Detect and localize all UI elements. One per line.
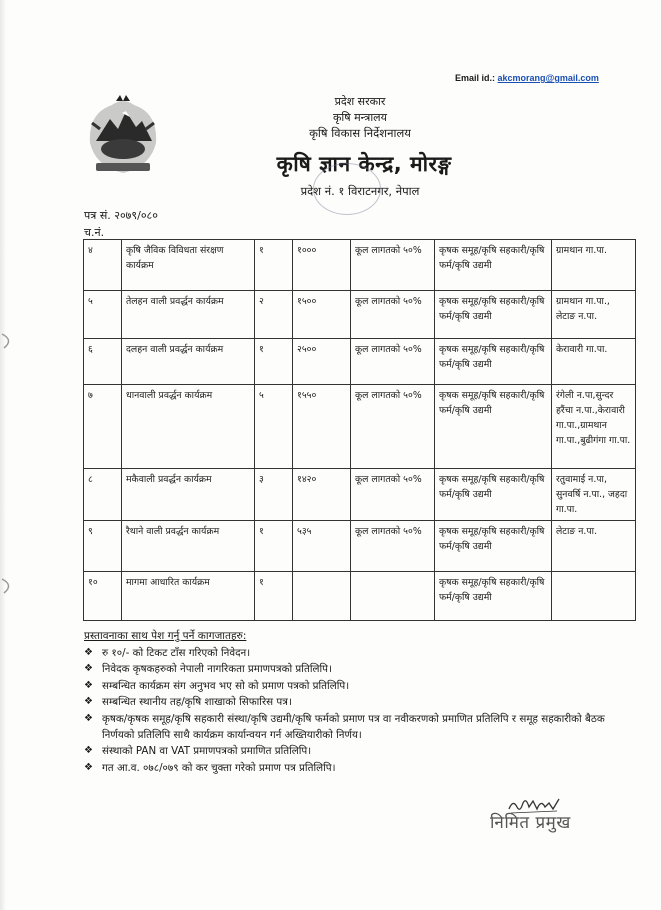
punch-hole-mark — [0, 575, 22, 597]
cell-sn: ५ — [84, 291, 122, 339]
diamond-bullet-icon: ❖ — [84, 679, 93, 691]
cell-program: कृषि जैविक विविधता संरक्षण कार्यक्रम — [122, 240, 255, 291]
cell-sn: ९ — [84, 521, 122, 572]
list-item-text: सम्बन्धित कार्यक्रम संग अनुभव भए सो को प्रमाण पत्रको प्रतिलिपि। — [102, 679, 350, 692]
list-item — [84, 743, 614, 759]
letter-number: पत्र सं. २०७९/०८० — [84, 209, 158, 222]
list-item-text: निवेदक कृषकहरुको नेपाली नागरिकता प्रमाणपत्रको प्रतिलिपि। — [102, 663, 332, 676]
list-item — [84, 645, 614, 661]
cell-eligible: कृषक समूह/कृषि सहकारी/कृषि फर्म/कृषि उद्यमी — [435, 385, 552, 469]
cell-cost-share: कूल लागतको ५०% — [351, 291, 435, 339]
diamond-bullet-icon: ❖ — [84, 712, 93, 724]
signoff-designation: निमित प्रमुख — [490, 813, 571, 833]
cell-cost-share: कूल लागतको ५०% — [351, 469, 435, 521]
cell-qty: १ — [255, 521, 293, 572]
cell-eligible: कृषक समूह/कृषि सहकारी/कृषि फर्म/कृषि उद्यमी — [435, 572, 552, 621]
scan-edge — [0, 0, 6, 910]
cell-sn: ४ — [84, 240, 122, 291]
list-item — [84, 760, 614, 776]
table-row — [84, 240, 636, 291]
diamond-bullet-icon: ❖ — [84, 647, 93, 658]
cell-qty: १ — [255, 572, 293, 621]
cell-eligible: कृषक समूह/कृषि सहकारी/कृषि फर्म/कृषि उद्यमी — [435, 240, 552, 291]
list-item-text: रु १०/- को टिकट टाँस गरिएको निवेदन। — [102, 647, 251, 659]
cell-program: मागमा आधारित कार्यक्रम — [122, 572, 255, 621]
punch-hole-mark — [0, 330, 22, 352]
cell-sn: ७ — [84, 385, 122, 469]
header-line-2: कृषि मन्त्रालय — [332, 111, 388, 124]
cell-location: लेटाङ न.पा. — [552, 521, 636, 572]
cell-eligible: कृषक समूह/कृषि सहकारी/कृषि फर्म/कृषि उद्यमी — [435, 469, 552, 521]
cell-program: धानवाली प्रवर्द्धन कार्यक्रम — [122, 385, 255, 469]
cell-qty: ५ — [255, 385, 293, 469]
cell-qty: १ — [255, 240, 293, 291]
cell-location: ग्रामथान गा.पा., लेटाङ न.पा. — [552, 291, 636, 339]
header-line-1: प्रदेश सरकार — [334, 95, 386, 108]
table-row — [84, 469, 636, 521]
cell-amount: १४२० — [293, 469, 351, 521]
office-address: प्रदेश नं. १ विराटनगर, नेपाल — [300, 184, 420, 198]
diamond-bullet-icon: ❖ — [84, 761, 93, 773]
cell-qty: ३ — [255, 469, 293, 521]
diamond-bullet-icon: ❖ — [84, 745, 93, 757]
office-title: कृषि ज्ञान केन्द्र, मोरङ्ग — [276, 152, 452, 176]
cell-location — [552, 572, 636, 621]
cell-eligible: कृषक समूह/कृषि सहकारी/कृषि फर्म/कृषि उद्यमी — [435, 339, 552, 385]
cell-eligible: कृषक समूह/कृषि सहकारी/कृषि फर्म/कृषि उद्यमी — [435, 291, 552, 339]
table-row — [84, 385, 636, 469]
cell-amount: २५०० — [293, 339, 351, 385]
cell-qty: १ — [255, 339, 293, 385]
list-item-text: गत आ.व. ०७८/०७९ को कर चुक्ता गरेको प्रमाण पत्र प्रतिलिपि। — [102, 761, 336, 774]
cell-cost-share: कूल लागतको ५०% — [351, 240, 435, 291]
cell-amount — [293, 572, 351, 621]
list-item-text: कृषक/कृषक समूह/कृषि सहकारी संस्था/कृषि उद्यमी/कृषि फर्मको प्रमाण पत्र वा नवीकरणको प्रमाणित प्रतिलिपि र समूह सहकारीको बैठक निर्णयको प्रतिलिपि साथै कार्यक्रम कार्यान्वयन गर्न अख्तियारीको निर्णय। — [102, 712, 605, 742]
cell-amount: १००० — [293, 240, 351, 291]
diamond-bullet-icon: ❖ — [84, 663, 93, 675]
cell-sn: ६ — [84, 339, 122, 385]
header-line-3: कृषि विकास निर्देशनालय — [309, 126, 411, 140]
cell-program: दलहन वाली प्रवर्द्धन कार्यक्रम — [122, 339, 255, 385]
cell-amount: १५५० — [293, 385, 351, 469]
cell-cost-share: कूल लागतको ५०% — [351, 339, 435, 385]
list-item — [84, 711, 614, 744]
cell-cost-share: कूल लागतको ५०% — [351, 385, 435, 469]
cell-location: केरावारी गा.पा. — [552, 339, 636, 385]
list-item — [84, 661, 614, 677]
table-row — [84, 572, 636, 621]
cell-program: रैथाने वाली प्रवर्द्धन कार्यक्रम — [122, 521, 255, 572]
cell-location: ग्रामथान गा.पा. — [552, 240, 636, 291]
office-stamp — [313, 163, 381, 215]
cell-sn: ८ — [84, 469, 122, 521]
list-item-text: सम्बन्धित स्थानीय तह/कृषि शाखाको सिफारिस पत्र। — [102, 696, 292, 709]
cell-amount: १५०० — [293, 291, 351, 339]
cell-qty: २ — [255, 291, 293, 339]
cell-program: तेलहन वाली प्रवर्द्धन कार्यक्रम — [122, 291, 255, 339]
cell-program: मकैवाली प्रवर्द्धन कार्यक्रम — [122, 469, 255, 521]
email-address[interactable]: akcmorang@gmail.com — [497, 73, 599, 83]
diamond-bullet-icon: ❖ — [84, 696, 93, 708]
dispatch-number: च.नं. — [84, 226, 105, 239]
cell-sn: १० — [84, 572, 122, 621]
email-label: Email id.: — [455, 73, 496, 83]
email-line — [455, 73, 599, 83]
table-row — [84, 339, 636, 385]
requirements-list — [84, 645, 614, 776]
requirements-heading: प्रस्तावनाका साथ पेश गर्नु पर्ने कागजातहरु: — [84, 630, 247, 642]
list-item-text: संस्थाको PAN वा VAT प्रमाणपत्रको प्रमाणित प्रतिलिपि। — [102, 745, 312, 758]
cell-cost-share — [351, 572, 435, 621]
nepal-emblem-icon — [82, 93, 164, 179]
table-row — [84, 521, 636, 572]
cell-location: रतुवामाई न.पा, सुनवर्षि न.पा., जहदा गा.पा. — [552, 469, 636, 521]
program-table — [83, 239, 636, 621]
cell-cost-share: कूल लागतको ५०% — [351, 521, 435, 572]
table-row — [84, 291, 636, 339]
list-item — [84, 694, 614, 710]
cell-location: रंगेली न.पा,सुन्दर हरैंचा न.पा.,केरावारी गा.पा.,ग्रामथान गा.पा.,बुढीगंगा गा.पा. — [552, 385, 636, 469]
cell-amount: ५३५ — [293, 521, 351, 572]
cell-eligible: कृषक समूह/कृषि सहकारी/कृषि फर्म/कृषि उद्यमी — [435, 521, 552, 572]
list-item — [84, 678, 614, 694]
